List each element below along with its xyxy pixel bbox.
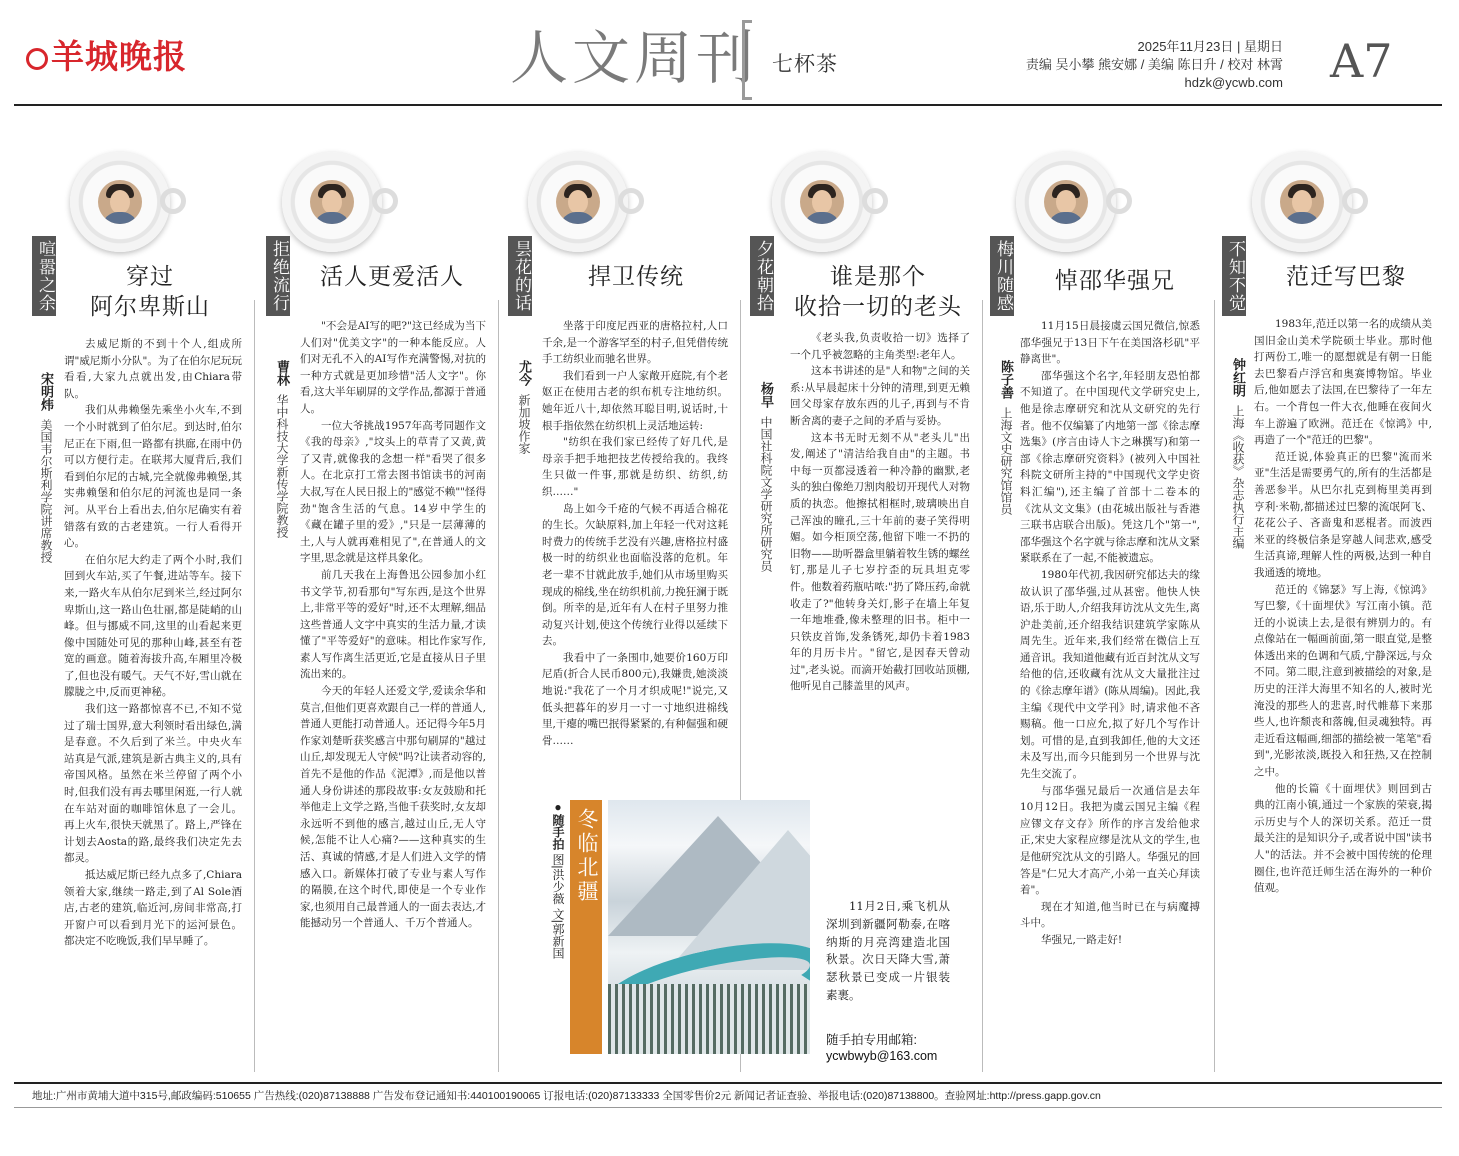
- mailbox-address[interactable]: ycwbwyb@163.com: [826, 1049, 938, 1063]
- cup-handle-icon: [1342, 188, 1368, 214]
- article-body: 1983年,范迁以第一名的成绩从美国旧金山美术学院硕士毕业。那时他打两份工,唯一的愿想就是有朝一日能去巴黎看卢浮宫和奥赛博物馆。毕业后,他如愿去了法国,在巴黎待了一年左右。一个背包一件大衣,他睡在夜间火车上游遍了欧洲。范迁在《惊鸿》中,再造了一个"范迁的巴黎"。 范迁说,体验真正的巴黎"流而米亚"生活是需要勇气的,所有的生活都是善恶参半。从巴尔扎克到梅里美再到亨利·米勒,都描述过巴黎的流氓阿飞、花花公子、吝啬鬼和恶棍者。而波西米亚的终极信条是穿越人间悲欢,感受生活真谛,理解人性的两极,达到一种自我通透的境地。 范迁的《锦瑟》写上海,《惊鸿》写巴黎,《十面埋伏》写江南小镇。范迁的小说读上去,是很有辨别力的。有点像站在一幅画前面,第一眼直觉,是整体透出来的色调和气质,宁静深远,与众不同。第二眼,注意到被描绘的对象,是历史的汪洋大海里不知名的人,被时光淹没的那些人的悲喜,时代帷幕下来那些人,也许颓丧和落魄,但灵魂独特。再走近看这幅画,细部的描绘被一笔笔"看到",光影浓淡,既投入和狂热,又在控制之中。 他的长篇《十面埋伏》则回到古典的江南小镇,通过一个家族的荣衰,揭示历史与个人的深切关系。范迁一贯最关注的是知识分子,或者说中国"读书人"的活法。并不会被中国传统的伦理圈住,也许范迁师生活在海外的一种价值观。: [1254, 318, 1432, 895]
- author-byline: 杨早中国社科院文学研究所研究员: [759, 382, 774, 572]
- title-bracket: [742, 20, 752, 100]
- mailbox-label: 随手拍专用邮箱:: [826, 1033, 917, 1047]
- avatar: [310, 180, 354, 224]
- article-title: 谁是那个 收拾一切的老头: [794, 264, 962, 320]
- article-title: 范迁写巴黎: [1286, 264, 1406, 290]
- column-tag: 不知不觉: [1222, 236, 1246, 316]
- teacup-portrait: [772, 152, 872, 252]
- editor-credits: 责编 吴小攀 熊安娜 / 美编 陈日升 / 校对 林霄: [1025, 57, 1283, 72]
- logo-mark-icon: [26, 48, 48, 70]
- photo-caption: 11月2日,乘飞机从深圳到新疆阿勒泰,在喀纳斯的月亮湾建造北国秋景。次日天降大雪,萧瑟秋景已变成一片银装素裹。: [826, 899, 950, 1002]
- avatar: [800, 180, 844, 224]
- cup-handle-icon: [160, 188, 186, 214]
- cup-handle-icon: [1106, 188, 1132, 214]
- forest-shape: [608, 984, 810, 1054]
- snow-valley-photo: [608, 800, 810, 1054]
- author-byline: 陈子善上海文史研究馆馆员: [999, 360, 1014, 515]
- column-divider: [982, 300, 983, 1072]
- column-divider: [498, 300, 499, 1072]
- cup-handle-icon: [862, 188, 888, 214]
- contact-email[interactable]: hdzk@ycwb.com: [1184, 75, 1283, 90]
- issue-date: 2025年11月23日 | 星期日: [1137, 39, 1283, 54]
- author-byline: 钟红明上海《收获》杂志执行主编: [1231, 358, 1246, 549]
- avatar: [98, 180, 142, 224]
- teacup-portrait: [1252, 152, 1352, 252]
- teacup-portrait: [70, 152, 170, 252]
- cup-handle-icon: [372, 188, 398, 214]
- article-title: 悼邵华强兄: [1055, 268, 1175, 294]
- teacup-portrait: [282, 152, 382, 252]
- section-title: 人文周刊: [510, 24, 759, 92]
- column-divider: [1214, 300, 1215, 1072]
- article-body: 《老头我,负责收拾一切》选择了一个几乎被忽略的主角类型:老年人。 这本书讲述的是"人和物"之间的关系:从早晨起床十分钟的清理,到更无赖回父母家存放东西的儿子,再到与不肯断舍离的妻子之间的矛盾与妥协。 这本书无时无刻不从"老头儿"出发,阐述了"清洁给我自由"的主题。书中每一页都浸透着一种冷静的幽默,老头的独白像绝刀割肉般切开现代人对物质的执恋。他擦拭相框时,玻璃映出自己浑浊的瞳孔,三十年前的妻子笑得明媚。如今柜顶空荡,他留下唯一不扔的旧物——助听器盒里躺着牧生锈的螺丝钉,那是儿子七岁拧歪的玩具坦克零件。他数着药瓶咕哝:"扔了降压药,命就收走了?"他转身关灯,影子在墙上年复一年地堆叠,像未整理的旧书。柜中一只铁皮首饰,发条锈死,却仍卡着1983年的月历卡片。"留它,是因春天曾动过",老头说。而滴开始截打回收站顶棚,他听见自己膝盖里的风声。: [790, 332, 970, 693]
- article-title: 穿过 阿尔卑斯山: [90, 264, 210, 320]
- photo-credit: ●随手拍 图|洪少薇 文|郭新国: [551, 800, 565, 959]
- article-body: "不会是AI写的吧?"这已经成为当下人们对"优美文字"的一种本能反应。人们对无孔不入的AI写作充满警惕,对抗的一种方式就是更加珍惜"活人文字"。你看,这大半年刷屏的文学作品,都源于普通人。 一位大爷挑战1957年高考同题作文《我的母亲》,"坟头上的草青了又黄,黄了又青,就像我的念想一样"看哭了很多人。在北京打工常去图书馆读书的河南大叔,写在人民日报上的"感觉不赖""怪得劲"饱含生活的气息。14岁中学生的《藏在罐子里的爱》,"只是一层薄薄的土,人与人就再难相见了",在普通人的文字里,思念就是这样具象化。 前几天我在上海鲁迅公园参加小红书文学节,初看那句"写东西,是这个世界上,非常平等的爱好"时,还不太理解,细品这些普通人文字中真实的生活力量,才读懂了"平等爱好"的意味。相比作家写作,素人写作离生活更近,它是直接从日子里流出来的。 今天的年轻人还爱文学,爱读余华和莫言,但他们更喜欢跟自己一样的普通人,普通人更能打动普通人。还记得今年5月作家刘楚昕获奖感言中那句刷屏的"越过山丘,却发现无人守候"吗?让读者动容的,首先不是他的作品《泥潭》,而是他以普通人身份讲述的那段故事:女友鼓励和托举他走上文学之路,当他千获奖时,女友却永远听不到他的感言,越过山丘,无人守候,怎能不让人心痛?——这种真实的生活、真诚的情感,才是人们进入文学的情感入口。新媒体打破了专业与素人写作的隔膜,在这个时代,即使是一个专业作家,也须用自己最普通人的一面去表达,才能撼动另一个普通人、千万个普通人。: [300, 320, 486, 930]
- photo-mailbox: [826, 1032, 958, 1064]
- avatar: [556, 180, 600, 224]
- column-tag: 梅川随感: [990, 236, 1014, 316]
- column-tag: 昙花的话: [508, 236, 532, 316]
- article-body: 去威尼斯的不到十个人,组成所谓"威尼斯小分队"。为了在伯尔尼玩玩看看,大家九点就出发,由Chiara带队。 我们从弗赖堡先乘坐小火车,不到一个小时就到了伯尔尼。到达时,伯尔尼正在下雨,但一路都有拱廊,在雨中仍可以方便行走。在联邦大厦背后,我们看到伯尔尼的古城,完全就像弗赖堡,其实弗赖堡和伯尔尼的河流也是同一条河。从平台上看出去,伯尔尼确实有着错落有致的古老建筑。一行人看得开心。 在伯尔尼大约走了两个小时,我们回到火车站,买了午餐,进站等车。接下来,一路火车从伯尔尼到米兰,经过阿尔卑斯山,这一路山色壮丽,都是陡峭的山峰。但与挪威不同,这里的山看起来更像中国随处可见的那种山峰,甚至有苍宽的画意。随着海拔升高,车厢里冷极了,但也没有暖气。天气不好,雪山就在朦胧之中,反而更神秘。 我们这一路都惊喜不已,不知不觉过了瑞士国界,意大利领时看出绿色,满是春意。不久后到了米兰。中央火车站真是气派,建筑是新古典主义的,具有帝国风格。虽然在米兰停留了两个小时,但我们没有再去哪里闲逛,一行人就在车站对面的咖啡馆休息了一会儿。再上火车,很快天就黑了。路上,严锋在计划去Aosta的路,最终我们决定先去都灵。 抵达威尼斯已经九点多了,Chiara领着大家,继续一路走,到了Al Sole酒店,古老的建筑,临近河,房间非常高,打开窗户可以看到月光下的运河景色。都决定不吃晚饭,我们早早睡了。: [64, 338, 242, 948]
- article-title: 捍卫传统: [588, 264, 684, 290]
- newspaper-logo: 羊城晚报: [26, 36, 162, 78]
- author-byline: 曹林华中科技大学新传学院教授: [275, 360, 290, 538]
- author-byline: 尤今新加坡作家: [517, 360, 532, 454]
- author-byline: 宋明炜美国韦尔斯利学院讲席教授: [39, 372, 54, 563]
- page-number: A7: [1330, 34, 1393, 88]
- teacup-portrait: [1016, 152, 1116, 252]
- article-body: 11月15日晨接虞云国兄微信,惊悉邵华强兄于13日下午在美国洛杉矶"平静离世"。 邵华强这个名字,年轻朋友恐怕都不知道了。在中国现代文学研究史上,他是徐志摩研究和沈从文研究的先行者。他不仅编纂了内地第一部《徐志摩选集》(序言由诗人卞之琳撰写)和第一部《徐志摩研究资料》(被列入中国社科院文研所主持的"中国现代文学史资料汇编"),还主编了首部十二卷本的《沈从文文集》(由花城出版社与香港三联书店联合出版)。凭这几个"第一",邵华强这个名字就与徐志摩和沈从文紧紧联系在了一起,不能被遗忘。 1980年代初,我因研究郁达夫的缘故认识了邵华强,过从甚密。他快人快语,乐于助人,介绍我拜访沈从文先生,离沪赴美前,还介绍我结识建筑学家陈从周先生。近年来,我们经常在微信上互通音讯。我知道他藏有近百封沈从文写给他的信,还收藏有沈从文大量批注过的《徐志摩年谱》(陈从周编)。因此,我主编《现代中文学刊》时,请求他不吝赐稿。他一口应允,拟了好几个写作计划。可惜的是,直到我卸任,他的大文还未及写出,而今只能到另一个世界与沈先生交流了。 与邵华强兄最后一次通信是去年10月12日。我把为虞云国兄主编《程应镠文存文存》所作的序言发给他求正,宋史大家程应缪是沈从文的学生,也是他研究沈从文的引路人。华强兄的回答是"仁兄大才高产,小弟一直关心拜读着"。 现在才知道,他当时已在与病魔搏斗中。 华强兄,一路走好!: [1020, 320, 1200, 946]
- article-body: 坐落于印度尼西亚的唐格拉村,人口千余,是一个游客罕至的村子,但凭借传统手工纺织业而驰名世界。 我们看到一户人家敞开庭院,有个老妪正在使用古老的织布机专注地纺织。她年近八十,却依然耳聪目明,说话时,十根手指依然在纺织机上灵活地运转: "纺织在我们家已经传了好几代,是母亲手把手地把技艺传授给我的。我终生只做一件事,那就是纺织、纺织,纺织……" 岛上如今千疮的气候不再适合棉花的生长。欠缺原料,加上年轻一代对这耗时费力的传统手艺没有兴趣,唐格拉村盛极一时的纺织业也面临没落的危机。年老一辈不甘就此放手,她们从市场里购买现成的棉线,坐在纺织机前,力挽狂澜于既倒。所幸的是,近年有人在村子里努力推动复兴计划,使这个传统行业得以延续下去。 我看中了一条围巾,她要价160万印尼盾(折合人民币800元),我嫌贵,她淡淡地说:"我花了一个月才织成呢!"说完,又低头把暮年的岁月一寸一寸地织进棉线里,干瘪的嘴巴抿得紧紧的,有种倔强和硬骨……: [542, 320, 728, 747]
- avatar: [1280, 180, 1324, 224]
- avatar: [1044, 180, 1088, 224]
- header-info: [953, 38, 1283, 92]
- cup-handle-icon: [618, 188, 644, 214]
- footer-info: 地址:广州市黄埔大道中315号,邮政编码:510655 广告热线:(020)87138888 广告发布登记通知书:440100190065 订报电话:(020)87133333 全国零售价2元 新闻记者证查验、举报电话:(020)87138800。查验网址:http://press.gapp.gov.cn: [14, 1082, 1442, 1108]
- header-rule: [14, 104, 1442, 106]
- photo-banner: 冬临北疆: [570, 800, 602, 1054]
- section-subtitle: 七杯茶: [772, 52, 838, 76]
- column-divider: [254, 300, 255, 1072]
- article-title: 活人更爱活人: [320, 264, 464, 290]
- teacup-portrait: [528, 152, 628, 252]
- column-tag: 喧嚣之余: [32, 236, 56, 316]
- column-tag: 拒绝流行: [266, 236, 290, 316]
- column-tag: 夕花朝拾: [750, 236, 774, 316]
